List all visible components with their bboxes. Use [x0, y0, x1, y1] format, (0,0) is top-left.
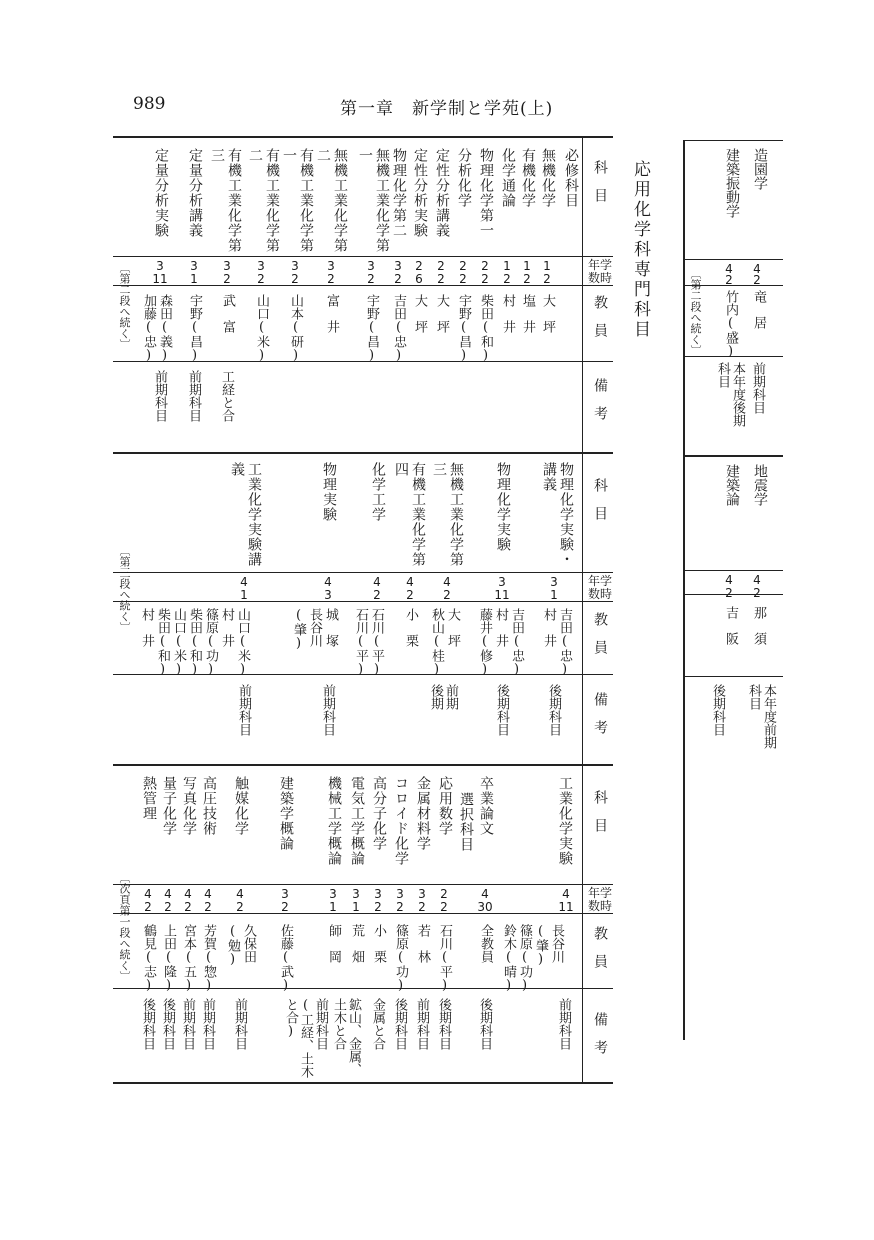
year-value: 4 [562, 887, 570, 901]
note-text: 前期科目 [200, 998, 215, 1050]
s2-bottom-divider [113, 764, 613, 766]
header-notes: 備 考 [592, 692, 608, 734]
year-value: 2 [459, 259, 467, 273]
hours-value: 11 [152, 272, 168, 286]
year-value: 4 [204, 887, 212, 901]
year-value: 1 [523, 259, 531, 273]
teacher-name: 小 栗 [403, 608, 418, 647]
prev-table-top-border [683, 140, 783, 141]
teacher-name: 全教員 [478, 924, 493, 963]
table-top-border [113, 136, 613, 138]
year-value: 3 [327, 259, 335, 273]
teacher-name: 宮本(五) [181, 924, 196, 993]
year-value: 3 [394, 259, 402, 273]
subject-name: 物理化学第一 [478, 148, 494, 238]
header-year: 年学 [587, 886, 612, 900]
teacher-name: 村 井 [500, 294, 515, 333]
note-text: 前期 後期 [428, 684, 458, 710]
hours-value: 30 [477, 900, 493, 914]
year-value: 4 [184, 887, 192, 901]
note-text: 前期科目 [750, 362, 765, 414]
teacher-name: 柴田(和) [478, 294, 493, 363]
hours-value: 6 [415, 272, 423, 286]
teacher-name: 城 塚 長谷川 (肇) [291, 608, 338, 651]
hours-value: 1 [550, 588, 558, 602]
year-value: 2 [481, 259, 489, 273]
hours-value: 2 [396, 900, 404, 914]
note-text: 後期科目 [160, 998, 175, 1050]
teacher-name: 鶴見(志) [141, 924, 156, 993]
year-value: 3 [418, 887, 426, 901]
subject-name: 物理化学実験 [495, 462, 511, 552]
hours-value: 11 [494, 588, 510, 602]
teacher-name: 久保田 (勉) [225, 924, 256, 967]
header-notes: 備 考 [592, 378, 608, 420]
subject-name: 無機工業化学第 二 [315, 148, 348, 253]
teacher-name: 大 坪 [412, 294, 427, 333]
year-value: 1 [503, 259, 511, 273]
subject-name: 有機工業化学第 四 [393, 462, 426, 567]
prev-teacher-divider-2 [683, 676, 783, 677]
subject-name: 物理化学実験・ 講義 [541, 462, 574, 567]
continuation-note: 〔第三段へ続く〕 [118, 545, 131, 633]
note-text: 後期科目 [546, 684, 561, 736]
note-text: 前期科目 [556, 998, 571, 1050]
s2-hours-divider [113, 601, 613, 602]
year-value: 3 [367, 259, 375, 273]
subject-name: 化学工学 [370, 462, 386, 522]
subject-name: 機械工学概論 [326, 776, 342, 866]
subject-name: 建築論 [724, 464, 740, 506]
teacher-name: 山口(米) [254, 294, 269, 363]
year-value: 4 [144, 887, 152, 901]
subject-name: 応用数学 [437, 776, 453, 836]
note-text: 本年度前期 科目 [746, 684, 776, 749]
hours-value: 11 [558, 900, 574, 914]
hours-value: 2 [437, 272, 445, 286]
teacher-name: 篠原(功) [393, 924, 408, 993]
year-value: 4 [481, 887, 489, 901]
header-notes: 備 考 [592, 1012, 608, 1054]
hours-value: 2 [481, 272, 489, 286]
subject-name: 工業化学実験講 義 [229, 462, 262, 567]
year-value: 3 [498, 575, 506, 589]
year-value: 4 [753, 573, 761, 587]
subject-name: 写真化学 [181, 776, 197, 836]
teacher-name: 吉田(忠) 村 井 [541, 608, 572, 677]
continuation-note: 〔第二段へ続く〕 [689, 268, 702, 356]
continuation-note: 〔次頁第一段へ続く〕 [118, 872, 131, 982]
hours-value: 1 [352, 900, 360, 914]
hours-value: 2 [291, 272, 299, 286]
note-text: 前期科目 [320, 684, 335, 736]
subject-name: 建築振動学 [724, 148, 740, 218]
year-value: 3 [223, 259, 231, 273]
teacher-name: 山本(研) [288, 294, 303, 363]
teacher-name: 石川(平) [437, 924, 452, 993]
page-number: 989 [133, 94, 166, 114]
year-value: 3 [190, 259, 198, 273]
hours-value: 2 [725, 586, 733, 600]
header-subject: 科 目 [592, 478, 608, 520]
hours-value: 1 [190, 272, 198, 286]
teacher-name: 荒 畑 [349, 924, 364, 963]
hours-value: 2 [374, 900, 382, 914]
teacher-name: 大 坪 秋山(桂) [429, 608, 460, 677]
teacher-name: 吉 阪 [723, 606, 738, 645]
year-value: 3 [352, 887, 360, 901]
subject-name: 有機工業化学第 二 [247, 148, 280, 253]
subject-name: 地震学 [752, 464, 768, 506]
teacher-name: 長谷川 (肇) 篠原(功) 鈴木(晴) [501, 924, 564, 993]
category-label: 選択科目 [458, 792, 474, 852]
teacher-name: 上田(隆) [161, 924, 176, 993]
header-column-divider [582, 136, 583, 1084]
teacher-name: 吉田(忠) [391, 294, 406, 363]
hours-value: 2 [753, 273, 761, 287]
subject-name: 定量分析講義 [187, 148, 203, 238]
hours-value: 2 [223, 272, 231, 286]
note-text: 後期科目 [436, 998, 451, 1050]
hours-value: 2 [406, 588, 414, 602]
subject-name: 物理化学第二 [391, 148, 407, 238]
hours-value: 1 [240, 588, 248, 602]
year-value: 4 [373, 575, 381, 589]
subject-name: 物理実験 [321, 462, 337, 522]
teacher-name: 山口(米) 村 井 篠原(功) 柴田(和) 山口(米) 柴田(和) 村 井 [139, 608, 250, 677]
subject-name: 有機工業化学第 一 [281, 148, 314, 253]
year-value: 4 [240, 575, 248, 589]
header-hours: 数時 [587, 271, 612, 285]
subject-name: 高圧技術 [201, 776, 217, 836]
hours-value: 2 [459, 272, 467, 286]
note-text: 前期科目 [236, 684, 251, 736]
subject-name: 高分子化学 [371, 776, 387, 851]
year-value: 2 [440, 887, 448, 901]
prev-subject-divider [683, 259, 783, 260]
subject-name: 定性分析講義 [434, 148, 450, 238]
hours-value: 2 [373, 588, 381, 602]
note-text: 金属と合 [370, 998, 385, 1050]
hours-value: 2 [144, 900, 152, 914]
year-value: 3 [374, 887, 382, 901]
subject-name: 定性分析実験 [412, 148, 428, 238]
teacher-name: 大 坪 [540, 294, 555, 333]
year-value: 2 [437, 259, 445, 273]
table-bottom-border [113, 1082, 613, 1084]
year-value: 1 [543, 259, 551, 273]
note-text: 前期科目 [186, 370, 201, 422]
note-text: 後期科目 [494, 684, 509, 736]
note-text: 前期科目 (工経、土木 と合) [283, 998, 328, 1078]
teacher-name: 石川(平) 石川(平) [353, 608, 384, 677]
year-value: 4 [164, 887, 172, 901]
teacher-name: 那 須 [751, 606, 766, 645]
teacher-name: 森田(義) 加藤(忠) [141, 294, 172, 363]
year-value: 3 [329, 887, 337, 901]
s1-subject-divider [113, 256, 613, 257]
hours-value: 2 [440, 900, 448, 914]
year-value: 4 [725, 262, 733, 276]
year-value: 3 [291, 259, 299, 273]
year-value: 3 [257, 259, 265, 273]
teacher-name: 宇野(昌) [187, 294, 202, 363]
header-year: 年学 [587, 258, 612, 272]
teacher-name: 竜 居 [751, 290, 766, 329]
teacher-name: 佐藤(武) [278, 924, 293, 993]
header-teacher: 教 員 [592, 295, 608, 337]
teacher-name: 宇野(昌) [456, 294, 471, 363]
note-text: 前期科目 [152, 370, 167, 422]
teacher-name: 塩 井 [520, 294, 535, 333]
note-text: 工経と合 [219, 370, 234, 422]
subject-name: 量子化学 [161, 776, 177, 836]
prev-block-divider [683, 455, 783, 457]
hours-value: 2 [523, 272, 531, 286]
year-value: 4 [324, 575, 332, 589]
hours-value: 2 [443, 588, 451, 602]
hours-value: 2 [204, 900, 212, 914]
subject-name: 有機工業化学第 三 [209, 148, 242, 253]
teacher-name: 竹内(盛) [723, 290, 738, 359]
s1-bottom-divider [113, 452, 613, 454]
teacher-name: 大 坪 [434, 294, 449, 333]
subject-name: 無機工業化学第 一 [357, 148, 390, 253]
hours-value: 2 [367, 272, 375, 286]
subject-name: 建築学概論 [278, 776, 294, 851]
teacher-name: 師 岡 [326, 924, 341, 963]
hours-value: 2 [281, 900, 289, 914]
prev-table-left-border [683, 140, 685, 1040]
prev-subject-divider-2 [683, 570, 783, 571]
hours-value: 1 [329, 900, 337, 914]
hours-value: 2 [543, 272, 551, 286]
year-value: 3 [396, 887, 404, 901]
year-value: 4 [753, 262, 761, 276]
continuation-note: 〔第二段へ続く〕 [118, 262, 131, 350]
teacher-name: 小 栗 [371, 924, 386, 963]
hours-value: 2 [236, 900, 244, 914]
year-value: 4 [406, 575, 414, 589]
note-text: 後期科目 [392, 998, 407, 1050]
year-value: 3 [550, 575, 558, 589]
year-value: 2 [415, 259, 423, 273]
year-value: 4 [443, 575, 451, 589]
category-label: 必修科目 [563, 148, 579, 208]
year-value: 3 [281, 887, 289, 901]
note-text: 後期科目 [477, 998, 492, 1050]
header-subject: 科 目 [592, 790, 608, 832]
hours-value: 2 [503, 272, 511, 286]
hours-value: 2 [753, 586, 761, 600]
note-text: 本年度後期 科目 [715, 362, 745, 427]
subject-name: コロイド化学 [393, 776, 409, 866]
teacher-name: 富 井 [324, 294, 339, 333]
subject-name: 触媒化学 [233, 776, 249, 836]
s3-subject-divider [113, 884, 613, 885]
hours-value: 2 [418, 900, 426, 914]
header-year: 年学 [587, 574, 612, 588]
subject-name: 熱管理 [141, 776, 157, 821]
section-title: 応用化学科専門科目 [630, 160, 650, 340]
s2-subject-divider [113, 572, 613, 573]
note-text: 前期科目 [180, 998, 195, 1050]
subject-name: 金属材料学 [415, 776, 431, 851]
hours-value: 2 [184, 900, 192, 914]
note-text: 鉱山、金属、 土木と合 [331, 998, 361, 1076]
subject-name: 卒業論文 [478, 776, 494, 836]
teacher-name: 吉田(忠) 村 井 藤井(修) [477, 608, 524, 677]
year-value: 3 [156, 259, 164, 273]
subject-name: 無機化学 [540, 148, 556, 208]
hours-value: 3 [324, 588, 332, 602]
hours-value: 2 [257, 272, 265, 286]
subject-name: 電気工学概論 [349, 776, 365, 866]
note-text: 後期科目 [140, 998, 155, 1050]
hours-value: 2 [327, 272, 335, 286]
subject-name: 分析化学 [456, 148, 472, 208]
subject-name: 造園学 [752, 148, 768, 190]
header-hours: 数時 [587, 899, 612, 913]
note-text: 後期科目 [710, 684, 725, 736]
header-hours: 数時 [587, 587, 612, 601]
subject-name: 有機化学 [520, 148, 536, 208]
hours-value: 2 [394, 272, 402, 286]
hours-value: 2 [164, 900, 172, 914]
teacher-name: 若 林 [415, 924, 430, 963]
note-text: 前期科目 [414, 998, 429, 1050]
year-value: 4 [725, 573, 733, 587]
subject-name: 無機工業化学第 三 [431, 462, 464, 567]
teacher-name: 宇野(昌) [364, 294, 379, 363]
hours-value: 2 [725, 273, 733, 287]
subject-name: 定量分析実験 [153, 148, 169, 238]
teacher-name: 武 富 [220, 294, 235, 333]
chapter-title: 第一章 新学制と学苑(上) [340, 99, 554, 119]
note-text: 前期科目 [232, 998, 247, 1050]
header-subject: 科 目 [592, 160, 608, 202]
header-teacher: 教 員 [592, 926, 608, 968]
year-value: 4 [236, 887, 244, 901]
header-teacher: 教 員 [592, 612, 608, 654]
subject-name: 化学通論 [500, 148, 516, 208]
subject-name: 工業化学実験 [557, 776, 573, 866]
teacher-name: 芳賀(惣) [201, 924, 216, 993]
